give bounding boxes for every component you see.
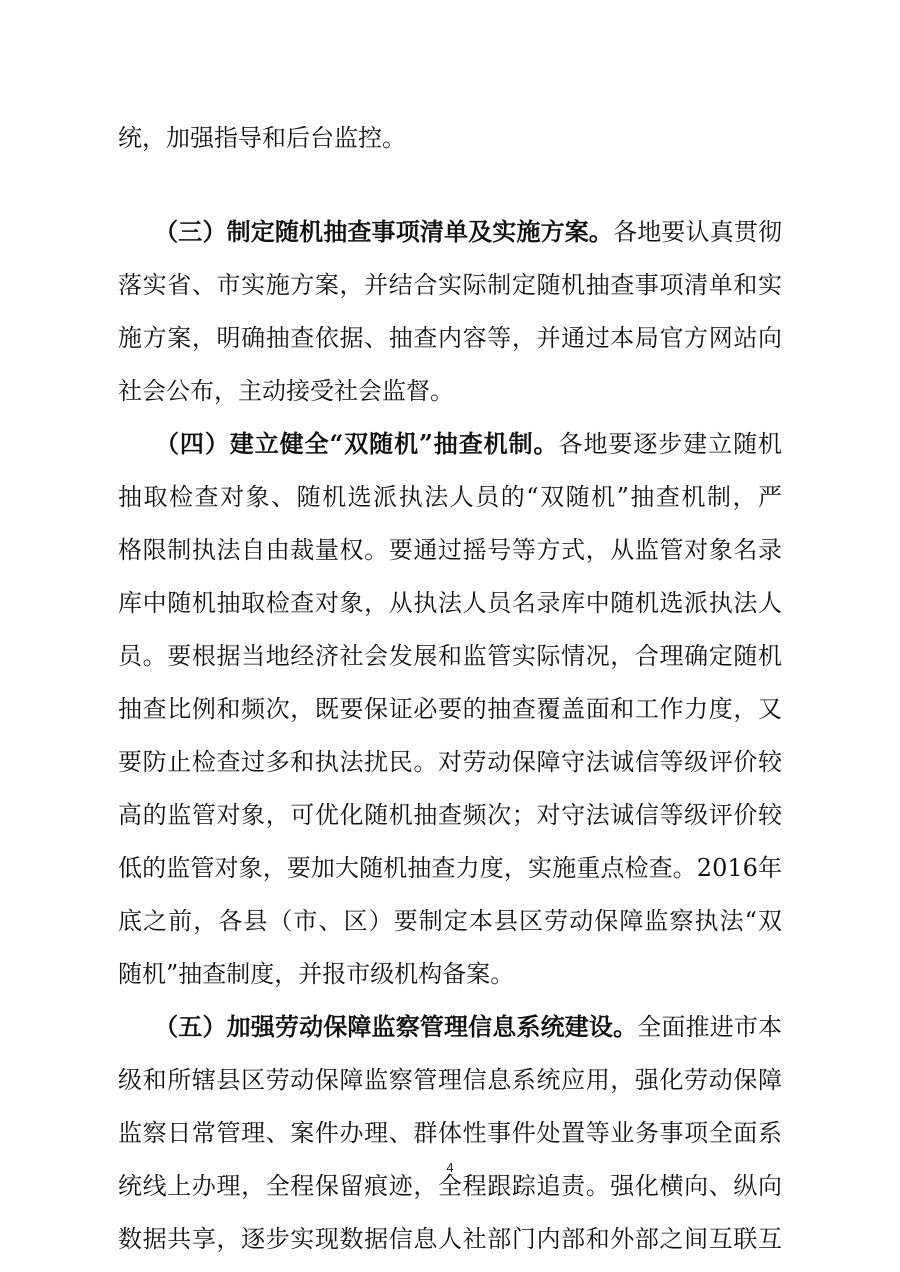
text-line: 监察日常管理、案件办理、群体性事件处置等业务事项全面系 xyxy=(118,1119,782,1147)
text-line: 落实省、市实施方案，并结合实际制定随机抽查事项清单和实 xyxy=(118,271,782,299)
section-4-text: 各地要逐步建立随机 xyxy=(558,430,783,458)
section-5-heading: （五）加强劳动保障监察管理信息系统建设。 xyxy=(154,1012,638,1041)
text-line: 抽取检查对象、随机选派执法人员的“双随机”抽查机制，严 xyxy=(118,483,782,511)
text-line: 随机”抽查制度，并报市级机构备案。 xyxy=(118,960,515,988)
text-line: 施方案，明确抽查依据、抽查内容等，并通过本局官方网站向 xyxy=(118,324,782,352)
text-line: 统线上办理，全程保留痕迹，全程跟踪追责。强化横向、纵向 xyxy=(118,1172,782,1200)
text-line: 员。要根据当地经济社会发展和监管实际情况，合理确定随机 xyxy=(118,642,782,670)
text-line: 底之前，各县（市、区）要制定本县区劳动保障监察执法“双 xyxy=(118,907,782,935)
section-3-heading: （三）制定随机抽查事项清单及实施方案。 xyxy=(154,217,614,246)
text-line: 低的监管对象，要加大随机抽查力度，实施重点检查。2016年 xyxy=(118,854,782,882)
text-line: 要防止检查过多和执法扰民。对劳动保障守法诚信等级评价较 xyxy=(118,748,782,776)
section-4-first-line xyxy=(118,424,782,464)
section-5-first-line xyxy=(118,1007,782,1047)
section-3-text: 各地要认真贯彻 xyxy=(613,218,783,246)
text-line: 级和所辖县区劳动保障监察管理信息系统应用，强化劳动保障 xyxy=(118,1066,782,1094)
text-line: 统，加强指导和后台监控。 xyxy=(118,124,406,152)
section-5-text: 全面推进市本 xyxy=(637,1013,783,1041)
page-number: 4 xyxy=(446,1160,454,1175)
text-line: 抽查比例和频次，既要保证必要的抽查覆盖面和工作力度，又 xyxy=(118,695,782,723)
text-line: 高的监管对象，可优化随机抽查频次；对守法诚信等级评价较 xyxy=(118,801,782,829)
text-line: 格限制执法自由裁量权。要通过摇号等方式，从监管对象名录 xyxy=(118,536,782,564)
section-3-first-line xyxy=(118,212,782,252)
text-line: 库中随机抽取检查对象，从执法人员名录库中随机选派执法人 xyxy=(118,589,782,617)
section-4-heading: （四）建立健全“双随机”抽查机制。 xyxy=(154,429,559,458)
text-line: 数据共享，逐步实现数据信息人社部门内部和外部之间互联互 xyxy=(118,1225,782,1253)
text-line: 社会公布，主动接受社会监督。 xyxy=(118,377,454,405)
